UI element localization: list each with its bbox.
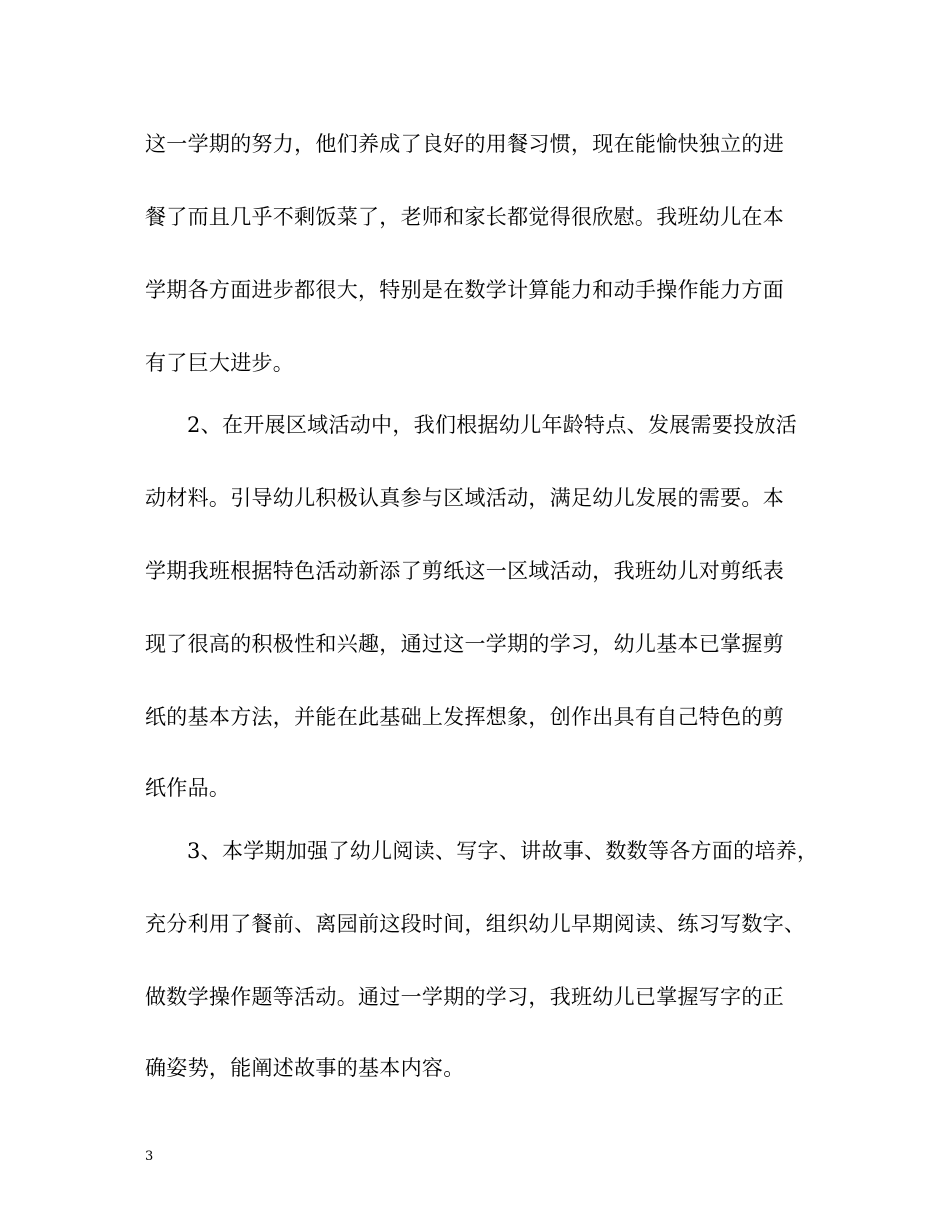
paragraph-line: 确姿势，能阐述故事的基本内容。 <box>145 1056 465 1080</box>
paragraph-line: 学期我班根据特色活动新添了剪纸这一区域活动，我班幼儿对剪纸表 <box>145 559 784 583</box>
paragraph-line: 充分利用了餐前、离园前这段时间，组织幼儿早期阅读、练习写数字、 <box>145 912 806 936</box>
paragraph-line: 动材料。引导幼儿积极认真参与区域活动，满足幼儿发展的需要。本 <box>145 486 784 510</box>
paragraph-line: 这一学期的努力，他们养成了良好的用餐习惯，现在能愉快独立的进 <box>145 132 784 156</box>
paragraph-line: 2、在开展区域活动中，我们根据幼儿年龄特点、发展需要投放活 <box>187 413 798 437</box>
paragraph-line: 餐了而且几乎不剩饭菜了，老师和家长都觉得很欣慰。我班幼儿在本 <box>145 205 784 229</box>
paragraph-line: 有了巨大进步。 <box>145 351 295 375</box>
paragraph-line: 现了很高的积极性和兴趣，通过这一学期的学习，幼儿基本已掌握剪 <box>145 632 784 656</box>
paragraph-line: 纸的基本方法，并能在此基础上发挥想象，创作出具有自己特色的剪 <box>145 705 784 729</box>
paragraph-line: 做数学操作题等活动。通过一学期的学习，我班幼儿已掌握写字的正 <box>145 985 784 1009</box>
paragraph-line: 学期各方面进步都很大，特别是在数学计算能力和动手操作能力方面 <box>145 278 784 302</box>
page-number: 3 <box>145 1149 154 1164</box>
paragraph-line: 纸作品。 <box>145 776 231 800</box>
paragraph-line: 3、本学期加强了幼儿阅读、写字、讲故事、数数等各方面的培养， <box>187 839 819 863</box>
